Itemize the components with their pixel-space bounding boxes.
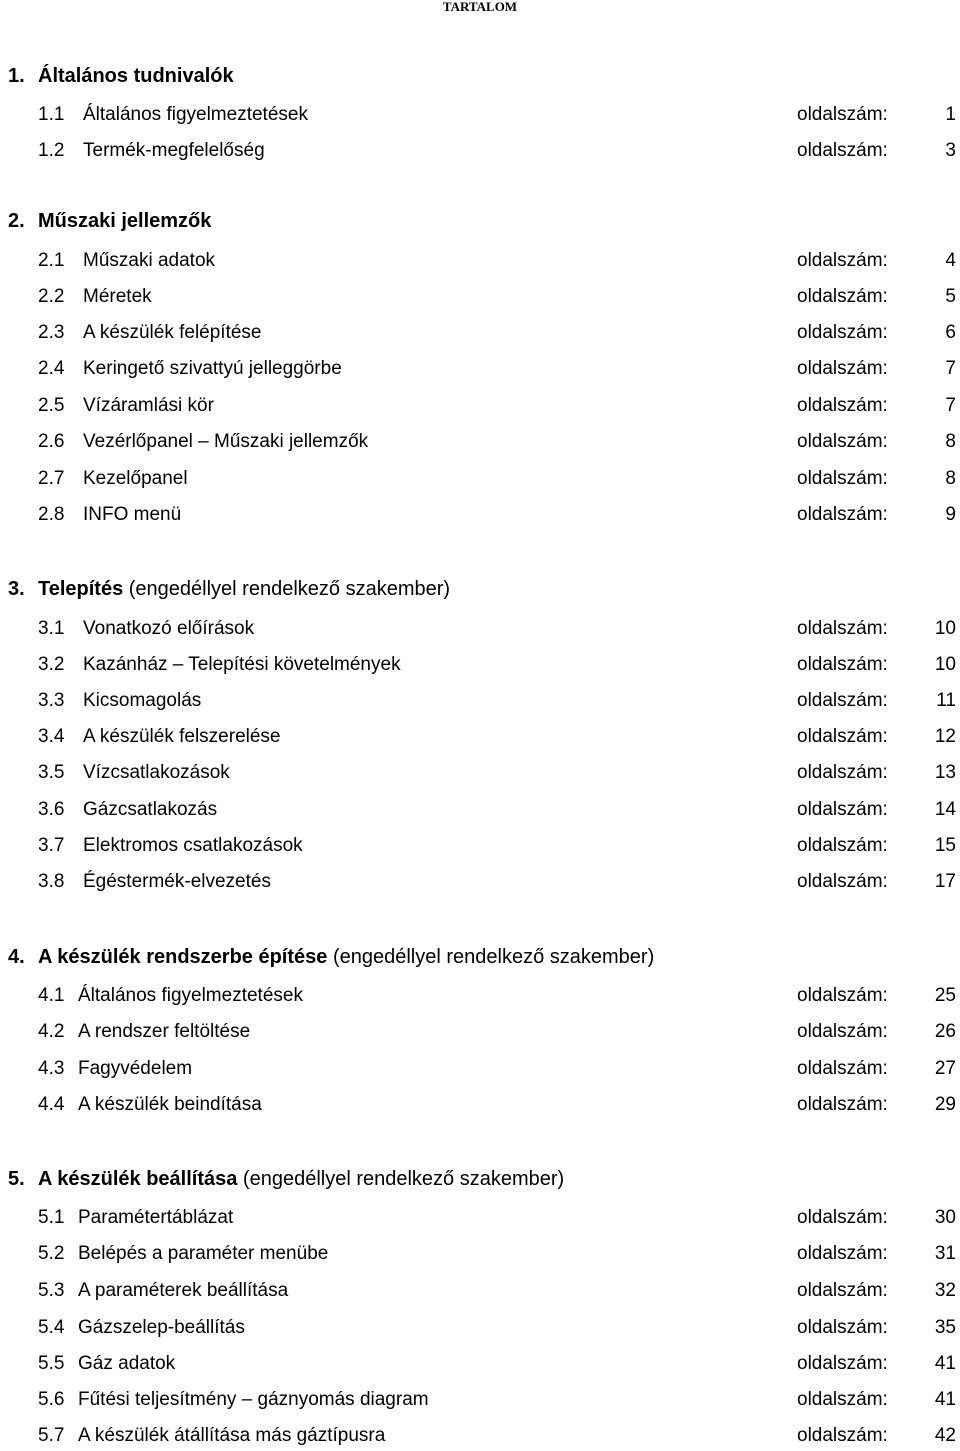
- toc-entry[interactable]: [0, 983, 960, 1009]
- page-label: oldalszám:: [797, 431, 888, 452]
- entry-number: 1.2: [38, 140, 65, 161]
- section-heading: [0, 208, 960, 234]
- page-number: 10: [934, 654, 956, 675]
- entry-title: Keringető szivattyú jelleggörbe: [83, 358, 342, 379]
- section-number: 3.: [8, 578, 25, 600]
- toc-entry[interactable]: [0, 869, 960, 895]
- page-label: oldalszám:: [797, 690, 888, 711]
- page-number: 25: [934, 985, 956, 1006]
- page-number: 17: [934, 871, 956, 892]
- section-title: [38, 576, 450, 602]
- page-number: 27: [934, 1058, 956, 1079]
- section-title-bold: A készülék rendszerbe építése: [38, 946, 328, 968]
- section-heading: [0, 944, 960, 970]
- page-label: oldalszám:: [797, 140, 888, 161]
- toc-entry[interactable]: [0, 616, 960, 642]
- section-number: 4.: [8, 946, 25, 968]
- page-number: 9: [945, 504, 956, 525]
- page-number: 14: [934, 799, 956, 820]
- section-title-bold: Általános tudnivalók: [38, 65, 234, 87]
- page-label: oldalszám:: [797, 504, 888, 525]
- toc-entry[interactable]: [0, 797, 960, 823]
- page-label: oldalszám:: [797, 799, 888, 820]
- page-number: 3: [945, 140, 956, 161]
- page-number: 8: [945, 431, 956, 452]
- page-label: oldalszám:: [797, 1389, 888, 1410]
- page-number: 42: [934, 1425, 956, 1446]
- entry-title: Fagyvédelem: [78, 1058, 193, 1079]
- toc-entry[interactable]: [0, 429, 960, 455]
- entry-title: Elektromos csatlakozások: [83, 835, 303, 856]
- toc-entry[interactable]: [0, 1056, 960, 1082]
- toc-entry[interactable]: [0, 138, 960, 164]
- section-title-bold: Műszaki jellemzők: [38, 210, 212, 232]
- page-label: oldalszám:: [797, 618, 888, 639]
- entry-title: Általános figyelmeztetések: [83, 104, 308, 125]
- entry-title: A készülék átállítása más gáztípusra: [78, 1425, 386, 1446]
- page-label: oldalszám:: [797, 871, 888, 892]
- entry-title: Fűtési teljesítmény – gáznyomás diagram: [78, 1389, 429, 1410]
- page-number: 11: [936, 690, 956, 711]
- page-label: oldalszám:: [797, 1207, 888, 1228]
- entry-title: Vonatkozó előírások: [83, 618, 255, 639]
- toc-entry[interactable]: [0, 1241, 960, 1267]
- section-heading: [0, 576, 960, 602]
- entry-title: Termék-megfelelőség: [83, 140, 265, 161]
- entry-number: 3.6: [38, 799, 65, 820]
- entry-number: 2.2: [38, 286, 65, 307]
- entry-title: Kicsomagolás: [83, 690, 202, 711]
- entry-number: 3.2: [38, 654, 65, 675]
- toc-entry[interactable]: [0, 760, 960, 786]
- page-label: oldalszám:: [797, 1317, 888, 1338]
- page-number: 8: [945, 468, 956, 489]
- page-number: 30: [934, 1207, 956, 1228]
- entry-title: Vízcsatlakozások: [83, 762, 230, 783]
- page-label: oldalszám:: [797, 1353, 888, 1374]
- page-number: 15: [934, 835, 956, 856]
- page-number: 10: [934, 618, 956, 639]
- toc-entry[interactable]: [0, 356, 960, 382]
- entry-title: Gázszelep-beállítás: [78, 1317, 245, 1338]
- page-label: oldalszám:: [797, 250, 888, 271]
- page-label: oldalszám:: [797, 1280, 888, 1301]
- section-title-bold: Telepítés: [38, 578, 124, 600]
- entry-title: Vezérlőpanel – Műszaki jellemzők: [83, 431, 369, 452]
- toc-entry[interactable]: [0, 1205, 960, 1231]
- entry-title: A készülék felépítése: [83, 322, 262, 343]
- toc-entry[interactable]: [0, 1019, 960, 1045]
- page-label: oldalszám:: [797, 1094, 888, 1115]
- entry-number: 2.3: [38, 322, 65, 343]
- page-number: 4: [945, 250, 956, 271]
- entry-number: 2.6: [38, 431, 65, 452]
- page-label: oldalszám:: [797, 1058, 888, 1079]
- page-number: 7: [945, 358, 956, 379]
- page-number: 13: [934, 762, 956, 783]
- section-number: 2.: [8, 210, 25, 232]
- entry-number: 5.4: [38, 1317, 65, 1338]
- page-label: oldalszám:: [797, 985, 888, 1006]
- entry-number: 1.1: [38, 104, 65, 125]
- page-number: 5: [945, 286, 956, 307]
- page-number: 32: [934, 1280, 956, 1301]
- entry-title: Méretek: [83, 286, 152, 307]
- page-label: oldalszám:: [797, 726, 888, 747]
- entry-number: 3.3: [38, 690, 65, 711]
- section-title-note: (engedéllyel rendelkező szakember): [327, 946, 655, 968]
- toc-entry[interactable]: [0, 1387, 960, 1413]
- page-number: 41: [934, 1353, 956, 1374]
- page-label: oldalszám:: [797, 286, 888, 307]
- entry-title: A paraméterek beállítása: [78, 1280, 289, 1301]
- page-number: 6: [945, 322, 956, 343]
- entry-number: 5.6: [38, 1389, 65, 1410]
- page-label: oldalszám:: [797, 1021, 888, 1042]
- toc-entry[interactable]: [0, 393, 960, 419]
- toc-entry[interactable]: [0, 320, 960, 346]
- page-number: 12: [934, 726, 956, 747]
- page-number: 1: [945, 104, 956, 125]
- toc-entry[interactable]: [0, 1315, 960, 1341]
- entry-number: 4.2: [38, 1021, 65, 1042]
- toc-entry[interactable]: [0, 652, 960, 678]
- page-number: 29: [934, 1094, 956, 1115]
- entry-number: 3.5: [38, 762, 65, 783]
- entry-title: Kezelőpanel: [83, 468, 188, 489]
- page-label: oldalszám:: [797, 104, 888, 125]
- section-number: 5.: [8, 1168, 25, 1190]
- toc-entry[interactable]: [0, 1423, 960, 1449]
- section-title: [38, 208, 211, 234]
- entry-number: 3.4: [38, 726, 65, 747]
- page-label: oldalszám:: [797, 762, 888, 783]
- section-heading: [0, 63, 960, 89]
- page-label: oldalszám:: [797, 1425, 888, 1446]
- section-heading: [0, 1166, 960, 1192]
- page-number: 26: [934, 1021, 956, 1042]
- entry-number: 4.1: [38, 985, 65, 1006]
- entry-title: A rendszer feltöltése: [78, 1021, 251, 1042]
- page-title: TARTALOM: [442, 0, 518, 14]
- entry-number: 5.1: [38, 1207, 65, 1228]
- section-number: 1.: [8, 65, 25, 87]
- entry-number: 4.3: [38, 1058, 65, 1079]
- page-label: oldalszám:: [797, 654, 888, 675]
- entry-number: 2.8: [38, 504, 65, 525]
- entry-number: 2.7: [38, 468, 65, 489]
- section-title-note: (engedéllyel rendelkező szakember): [237, 1168, 565, 1190]
- entry-number: 3.1: [38, 618, 65, 639]
- entry-title: Gázcsatlakozás: [83, 799, 218, 820]
- entry-number: 5.3: [38, 1280, 65, 1301]
- page-label: oldalszám:: [797, 468, 888, 489]
- toc-entry[interactable]: [0, 248, 960, 274]
- toc-entry[interactable]: [0, 502, 960, 528]
- page-number: 31: [934, 1243, 956, 1264]
- entry-number: 4.4: [38, 1094, 65, 1115]
- toc-entry[interactable]: [0, 724, 960, 750]
- entry-title: Általános figyelmeztetések: [78, 985, 303, 1006]
- entry-title: Belépés a paraméter menübe: [78, 1243, 329, 1264]
- section-title-bold: A készülék beállítása: [38, 1168, 238, 1190]
- section-title-note: (engedéllyel rendelkező szakember): [123, 578, 451, 600]
- toc-entry[interactable]: [0, 102, 960, 128]
- entry-title: Gáz adatok: [78, 1353, 176, 1374]
- section-title: [38, 944, 654, 970]
- toc-entry[interactable]: [0, 284, 960, 310]
- page-number: 35: [934, 1317, 956, 1338]
- entry-number: 2.1: [38, 250, 65, 271]
- entry-title: A készülék felszerelése: [83, 726, 281, 747]
- section-title: [38, 63, 234, 89]
- entry-number: 3.8: [38, 871, 65, 892]
- page-label: oldalszám:: [797, 835, 888, 856]
- entry-number: 3.7: [38, 835, 65, 856]
- page-number: 7: [945, 395, 956, 416]
- page-label: oldalszám:: [797, 395, 888, 416]
- entry-number: 2.4: [38, 358, 65, 379]
- entry-title: Kazánház – Telepítési követelmények: [83, 654, 401, 675]
- toc-entry[interactable]: [0, 1278, 960, 1304]
- page-label: oldalszám:: [797, 322, 888, 343]
- toc-entry[interactable]: [0, 833, 960, 859]
- entry-title: Vízáramlási kör: [83, 395, 214, 416]
- entry-number: 5.7: [38, 1425, 65, 1446]
- entry-title: Paramétertáblázat: [78, 1207, 234, 1228]
- entry-title: INFO menü: [83, 504, 182, 525]
- entry-number: 5.5: [38, 1353, 65, 1374]
- toc-entry[interactable]: [0, 1092, 960, 1118]
- toc-entry[interactable]: [0, 688, 960, 714]
- toc-entry[interactable]: [0, 466, 960, 492]
- entry-number: 2.5: [38, 395, 65, 416]
- page-label: oldalszám:: [797, 358, 888, 379]
- page-number: 41: [934, 1389, 956, 1410]
- page-label: oldalszám:: [797, 1243, 888, 1264]
- entry-title: A készülék beindítása: [78, 1094, 262, 1115]
- entry-number: 5.2: [38, 1243, 65, 1264]
- entry-title: Égéstermék-elvezetés: [83, 871, 271, 892]
- toc-entry[interactable]: [0, 1351, 960, 1377]
- section-title: [38, 1166, 564, 1192]
- entry-title: Műszaki adatok: [83, 250, 216, 271]
